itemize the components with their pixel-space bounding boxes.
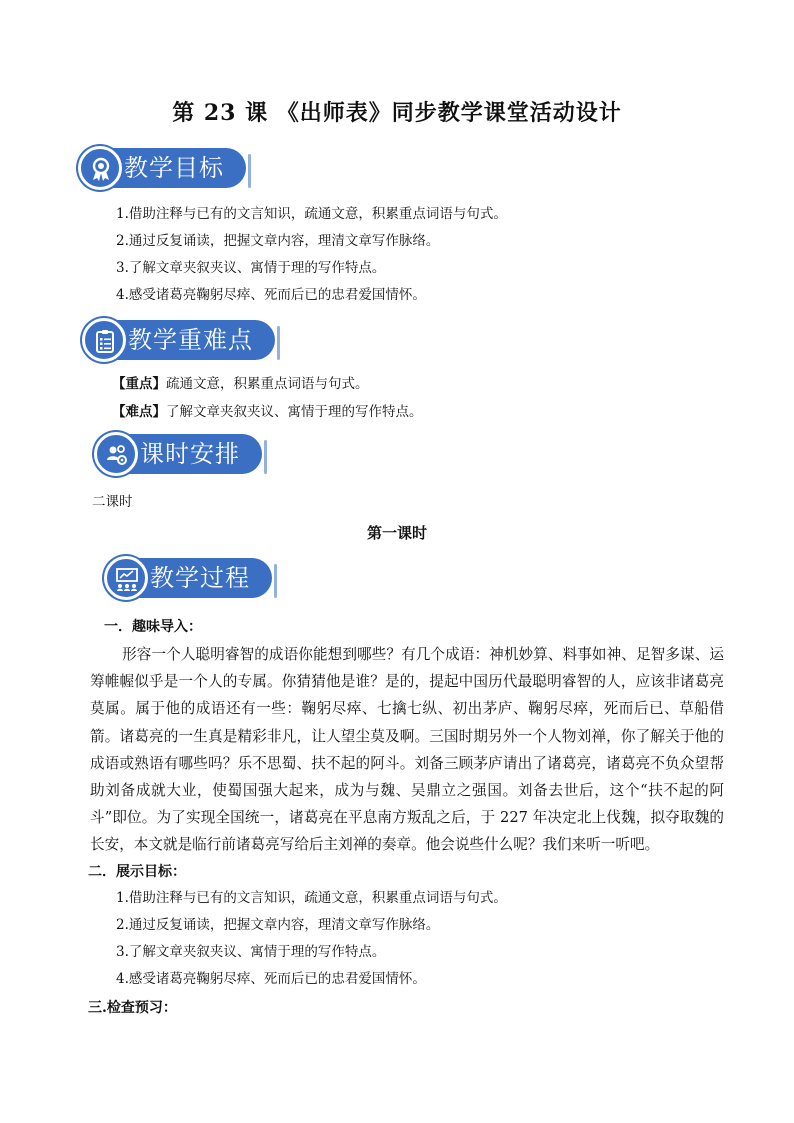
key-point-line [112, 374, 369, 394]
step2-item: 2.通过反复诵读，把握文章内容，理清文章写作脉络。 [116, 917, 440, 933]
step3-heading: 三.检查预习： [88, 1000, 177, 1016]
step2-heading: 二．展示目标： [88, 864, 186, 880]
section-banner-schedule [94, 432, 254, 476]
objective-item: 2.通过反复诵读，把握文章内容，理清文章写作脉络。 [116, 233, 440, 249]
document-title: 第 23 课 《出师表》同步教学课堂活动设计 [172, 100, 622, 126]
section-heading-objectives: 教学目标 [98, 148, 246, 188]
schedule-text: 二课时 [92, 494, 133, 510]
section-heading-process: 教学过程 [124, 558, 272, 598]
objective-item: 4.感受诸葛亮鞠躬尽瘁、死而后已的忠君爱国情怀。 [116, 287, 426, 303]
difficult-point-label: 【难点】 [112, 404, 166, 420]
award-ribbon-icon [78, 146, 122, 190]
first-lesson-heading: 第一课时 [366, 524, 427, 542]
step1-heading: 一．趣味导入： [104, 619, 202, 635]
difficult-point-line [112, 402, 423, 422]
step2-item: 1.借助注释与已有的文言知识，疏通文意，积累重点词语与句式。 [116, 890, 507, 906]
section-banner-objectives [78, 146, 248, 190]
section-heading-keypoints: 教学重难点 [102, 320, 275, 360]
presentation-chart-icon [104, 556, 148, 600]
key-point-text: 疏通文意，积累重点词语与句式。 [166, 376, 369, 392]
difficult-point-text: 了解文章夹叙夹议、寓情于理的写作特点。 [166, 404, 423, 420]
key-point-label: 【重点】 [112, 376, 166, 392]
clipboard-checklist-icon [82, 318, 126, 362]
objective-item: 1.借助注释与已有的文言知识，疏通文意，积累重点词语与句式。 [116, 206, 507, 222]
step2-item: 3.了解文章夹叙夹议、寓情于理的写作特点。 [116, 944, 386, 960]
section-banner-keypoints [82, 318, 272, 362]
step2-item: 4.感受诸葛亮鞠躬尽瘁、死而后已的忠君爱国情怀。 [116, 971, 426, 987]
section-heading-schedule: 课时安排 [114, 434, 262, 474]
section-banner-process [104, 556, 264, 600]
step1-paragraph: 形容一个人聪明睿智的成语你能想到哪些？有几个成语：神机妙算、料事如神、足智多谋、运筹帷幄似乎是一个人的专属。你猜猜他是谁？是的，提起中国历代最聪明睿智的人，应该非诸葛亮莫属。属于他的成语还有一些：鞠躬尽瘁、七擒七纵、初出茅庐、鞠躬尽瘁，死而后已、草船借箭。诸葛亮的一生真是精彩非凡，让人望尘莫及啊。三国时期另外一个人物刘禅，你了解关于他的成语或熟语有哪些吗？乐不思蜀、扶不起的阿斗。刘备三顾茅庐请出了诸葛亮，诸葛亮不负众望帮助刘备成就大业，使蜀国强大起来，成为与魏、吴鼎立之强国。刘备去世后，这个“扶不起的阿斗”即位。为了实现全国统一，诸葛亮在平息南方叛乱之后，于 227 年决定北上伐魏，拟夺取魏的长安，本文就是临行前诸葛亮写给后主刘禅的奏章。他会说些什么呢？我们来听一听吧。 [90, 646, 724, 854]
people-gear-icon [94, 432, 138, 476]
objective-item: 3.了解文章夹叙夹议、寓情于理的写作特点。 [116, 260, 386, 276]
